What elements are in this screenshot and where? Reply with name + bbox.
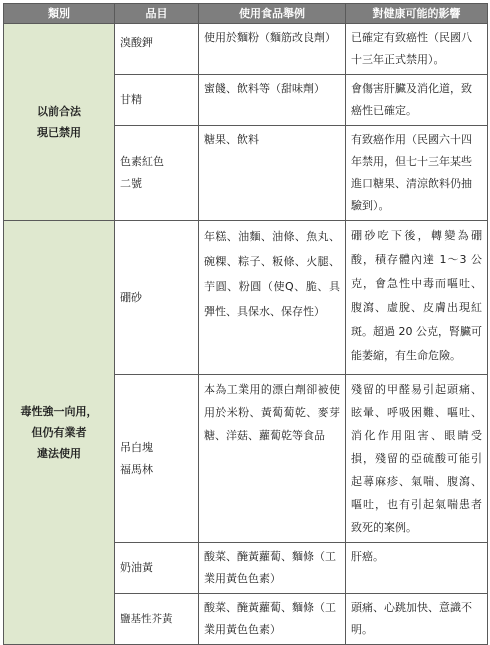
- item-name: 吊白塊 福馬林: [115, 375, 199, 543]
- item-name: 鹽基性芥黃: [115, 594, 199, 645]
- health-effect: 已確定有致癌性（民國八十三年正式禁用）。: [346, 24, 488, 75]
- health-effect: 有致癌作用（民國六十四年禁用，但七十三年某些進口糖果、清涼飲料仍抽驗到）。: [346, 126, 488, 221]
- header-category: 類別: [4, 4, 115, 24]
- food-examples: 年糕、油麵、油條、魚丸、碗粿、粽子、粄條、火腿、芋圓、粉圓（使Q、脆、具彈性、具保水、保存性）: [199, 221, 346, 375]
- food-examples: 酸菜、醃黃蘿蔔、麵條（工業用黃色色素）: [199, 543, 346, 594]
- food-examples: 蜜餞、飲料等（甜味劑）: [199, 75, 346, 126]
- health-effect: 殘留的甲醛易引起頭痛、眩暈、呼吸困難、嘔吐、消化作用阻害、眼睛受損，殘留的亞硫酸可能引起蕁麻疹、氣喘、腹瀉、嘔吐，也有引起氣喘患者致死的案例。: [346, 375, 488, 543]
- health-effect: 硼砂吃下後，轉變為硼酸，積存體內達 1～3 公克，會急性中毒而嘔吐、腹瀉、虛脫、皮膚出現紅斑。超過 20 公克，腎臟可能萎縮，有生命危險。: [346, 221, 488, 375]
- item-name: 奶油黃: [115, 543, 199, 594]
- food-examples: 本為工業用的漂白劑卻被使用於米粉、黃蔔蔔乾、麥芽糖、洋菇、蘿蔔乾等食品: [199, 375, 346, 543]
- table-row: [4, 221, 488, 375]
- food-examples: 糖果、飲料: [199, 126, 346, 221]
- health-effect: 肝癌。: [346, 543, 488, 594]
- category-illegal: 毒性強一向用， 但仍有業者 違法使用: [4, 221, 115, 645]
- item-name: 硼砂: [115, 221, 199, 375]
- health-effect: 頭痛、心跳加快、意識不明。: [346, 594, 488, 645]
- item-name: 溴酸鉀: [115, 24, 199, 75]
- table-body: [4, 24, 488, 645]
- food-additive-table: [3, 3, 488, 645]
- header-health-effects: 對健康可能的影響: [346, 4, 488, 24]
- table-row: [4, 24, 488, 75]
- table-header: [4, 4, 488, 24]
- header-item: 品目: [115, 4, 199, 24]
- header-row: [4, 4, 488, 24]
- item-name: 甘精: [115, 75, 199, 126]
- item-name: 色素紅色 二號: [115, 126, 199, 221]
- food-examples: 酸菜、醃黃蘿蔔、麵條（工業用黃色色素）: [199, 594, 346, 645]
- header-food-examples: 使用食品舉例: [199, 4, 346, 24]
- category-banned: 以前合法 現已禁用: [4, 24, 115, 221]
- food-examples: 使用於麵粉（麵筋改良劑）: [199, 24, 346, 75]
- document-page: [3, 3, 487, 645]
- health-effect: 會傷害肝臟及消化道，致癌性已確定。: [346, 75, 488, 126]
